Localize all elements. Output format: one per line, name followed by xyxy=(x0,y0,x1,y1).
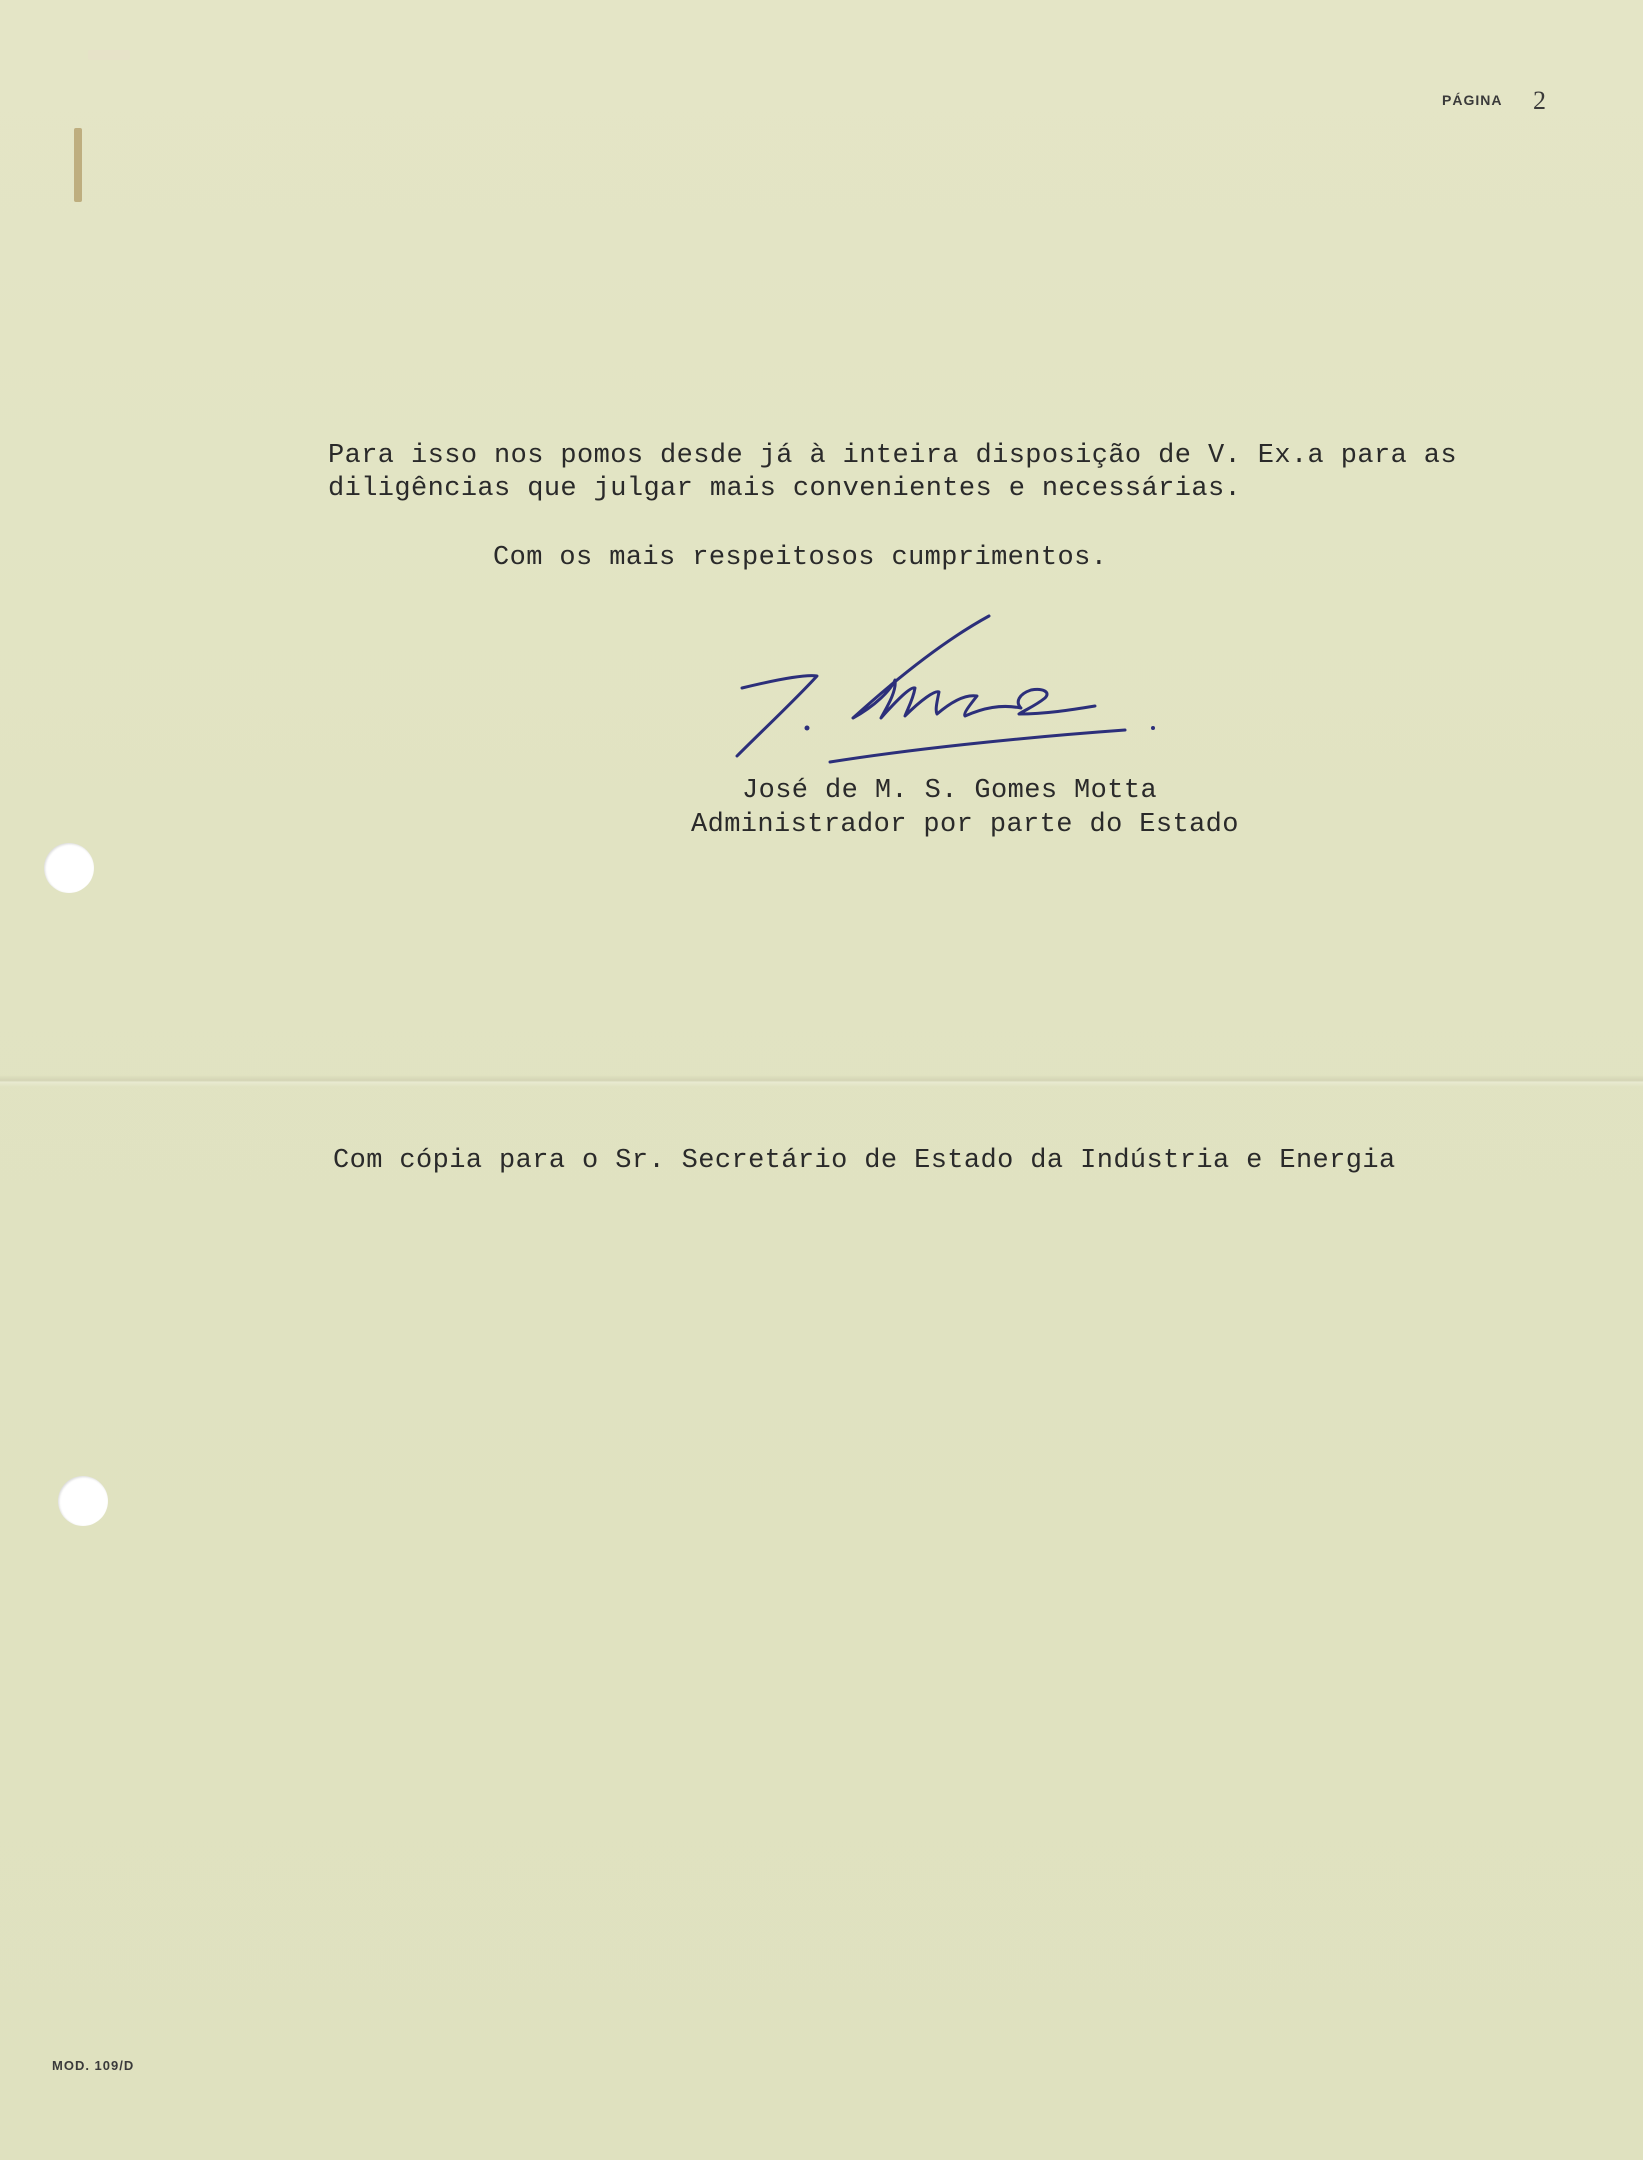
form-code: MOD. 109/D xyxy=(52,2058,135,2073)
closing-line: Com os mais respeitosos cumprimentos. xyxy=(493,543,1108,573)
copy-note: Com cópia para o Sr. Secretário de Estado da Indústria e Energia xyxy=(333,1146,1396,1176)
signatory-name: José de M. S. Gomes Motta xyxy=(742,776,1158,806)
rust-stain xyxy=(88,50,130,60)
paragraph-line: Para isso nos pomos desde já à inteira disposição de V. Ex.a para as xyxy=(328,441,1457,471)
rust-stain xyxy=(74,128,82,202)
paragraph-line: diligências que julgar mais convenientes e necessárias. xyxy=(328,474,1242,504)
page-number: 2 xyxy=(1533,86,1546,115)
paper-fold-line xyxy=(0,1075,1643,1087)
page-label: PÁGINA xyxy=(1442,92,1503,108)
punch-hole xyxy=(58,1476,108,1526)
signatory-title: Administrador por parte do Estado xyxy=(691,810,1239,840)
handwritten-signature xyxy=(725,610,1175,780)
punch-hole xyxy=(44,843,94,893)
